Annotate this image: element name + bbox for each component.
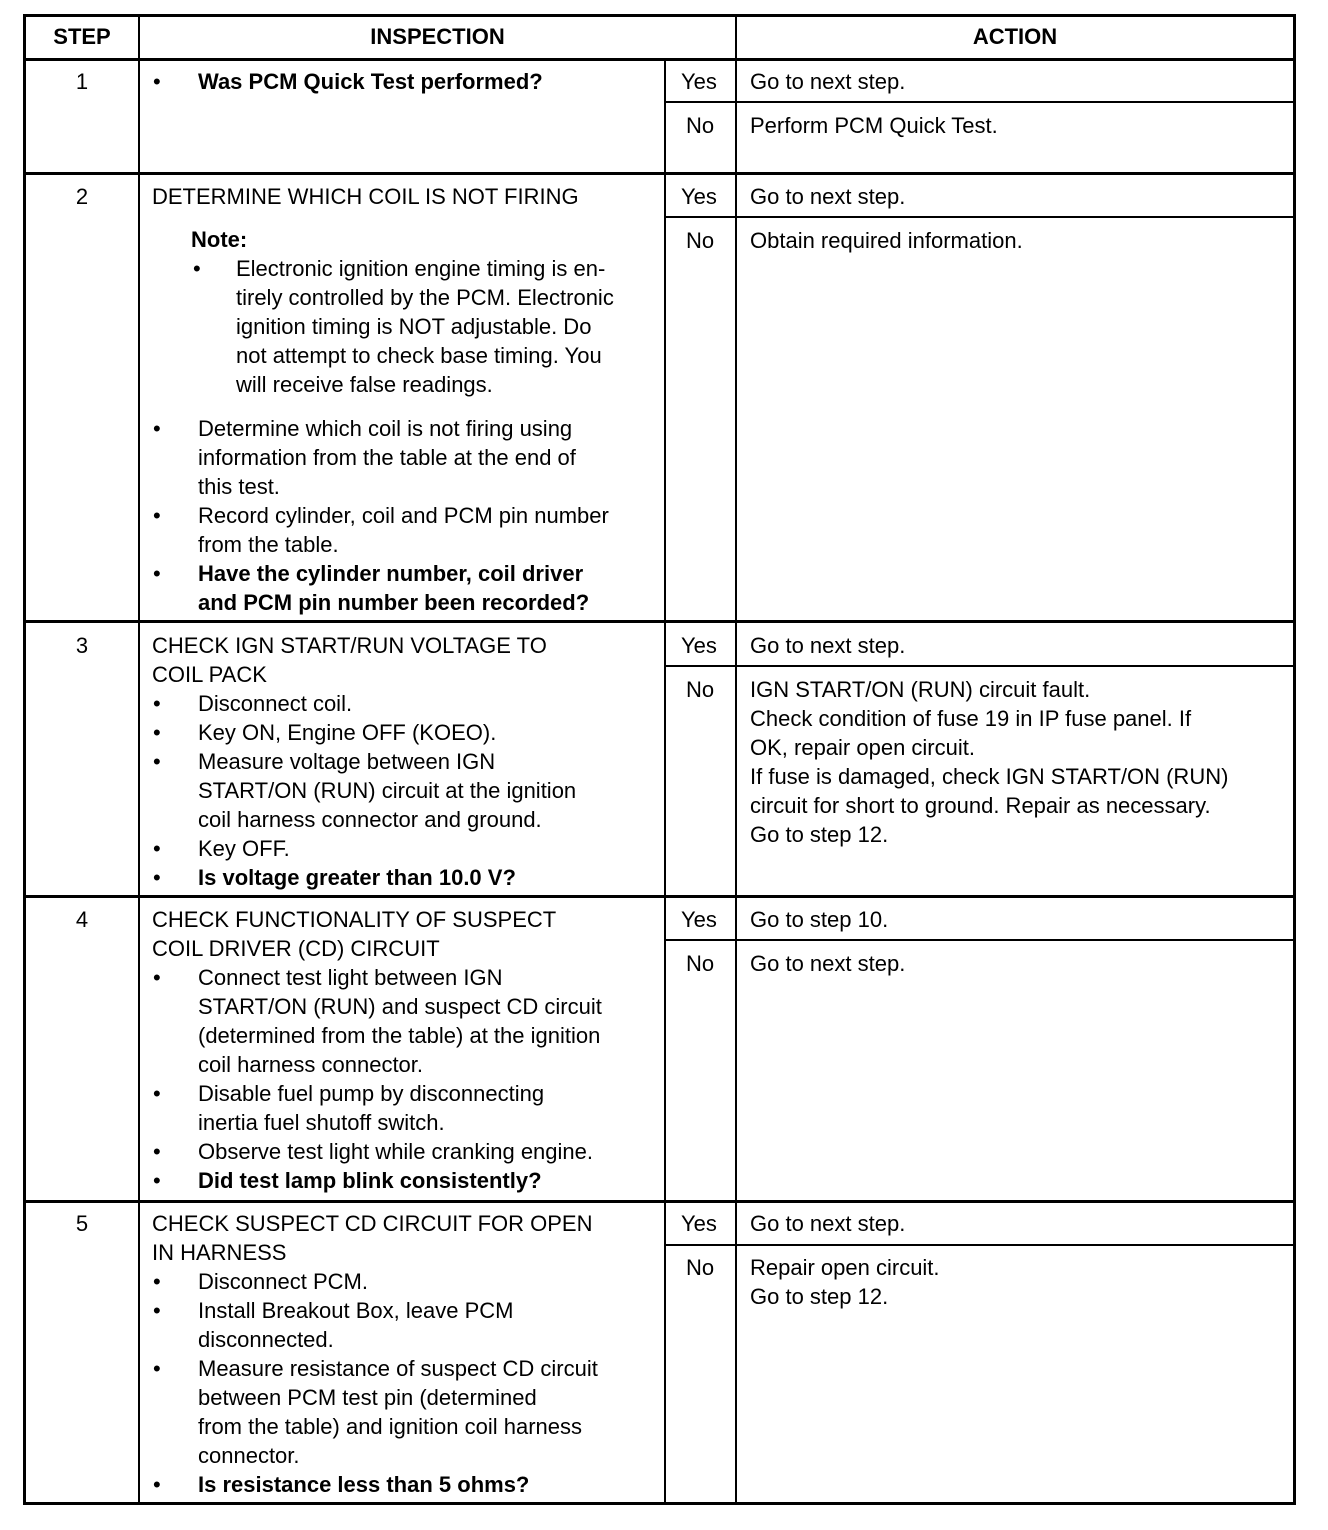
yes-label: Yes [681, 1211, 717, 1236]
inspection-line: connector. [198, 1443, 300, 1468]
no-label: No [686, 1255, 715, 1280]
step-number: 1 [75, 69, 89, 94]
yesno-divider-5 [664, 1244, 1296, 1246]
yes-action: Go to next step. [750, 184, 906, 209]
inspection-line: from the table. [198, 532, 339, 557]
no-label: No [686, 677, 715, 702]
bullet-icon: • [153, 416, 161, 441]
inspection-line: tirely controlled by the PCM. Electronic [236, 285, 614, 310]
table-border-left [23, 14, 26, 1505]
bullet-icon: • [153, 1139, 161, 1164]
bullet-icon: • [153, 1356, 161, 1381]
inspection-heading: COIL DRIVER (CD) CIRCUIT [152, 936, 440, 961]
bullet-icon: • [153, 1298, 161, 1323]
inspection-line: START/ON (RUN) and suspect CD circuit [198, 994, 602, 1019]
diagnostic-table [23, 14, 1296, 1505]
header-step: STEP [53, 24, 111, 49]
step-number: 5 [75, 1211, 89, 1236]
no-action: circuit for short to ground. Repair as necessary. [750, 793, 1211, 818]
yes-label: Yes [681, 633, 717, 658]
inspection-line: Did test lamp blink consistently? [198, 1168, 542, 1193]
note-label: Note: [191, 227, 248, 252]
table-border-bottom [23, 1502, 1296, 1505]
row-divider-2 [23, 620, 1296, 623]
yes-label: Yes [681, 907, 717, 932]
inspection-line: Disconnect coil. [198, 691, 353, 716]
yesno-divider-4 [664, 939, 1296, 941]
table-border-top [23, 14, 1296, 17]
no-action: Go to step 12. [750, 1284, 889, 1309]
bullet-icon: • [153, 836, 161, 861]
inspection-heading: CHECK IGN START/RUN VOLTAGE TO [152, 633, 547, 658]
no-action: Repair open circuit. [750, 1255, 940, 1280]
bullet-icon: • [153, 503, 161, 528]
inspection-line: Key ON, Engine OFF (KOEO). [198, 720, 497, 745]
no-label: No [686, 113, 715, 138]
yesno-divider-1 [664, 101, 1296, 103]
bullet-icon: • [153, 1081, 161, 1106]
inspection-line: Measure voltage between IGN [198, 749, 496, 774]
inspection-line: Install Breakout Box, leave PCM [198, 1298, 514, 1323]
yes-action: Go to next step. [750, 1211, 906, 1236]
inspection-heading: IN HARNESS [152, 1240, 287, 1265]
bullet-icon: • [153, 965, 161, 990]
inspection-line: from the table) and ignition coil harness [198, 1414, 582, 1439]
inspection-line: coil harness connector and ground. [198, 807, 542, 832]
bullet-icon: • [153, 865, 161, 890]
col-divider-inspection [735, 14, 737, 1505]
inspection-line: Electronic ignition engine timing is en- [236, 256, 606, 281]
inspection-line: ignition timing is NOT adjustable. Do [236, 314, 592, 339]
inspection-line: coil harness connector. [198, 1052, 424, 1077]
inspection-line: Disconnect PCM. [198, 1269, 368, 1294]
inspection-line: Connect test light between IGN [198, 965, 503, 990]
inspection-line: Determine which coil is not firing using [198, 416, 573, 441]
inspection-heading: CHECK SUSPECT CD CIRCUIT FOR OPEN [152, 1211, 593, 1236]
step-number: 2 [75, 184, 89, 209]
no-action: IGN START/ON (RUN) circuit fault. [750, 677, 1091, 702]
no-action: Check condition of fuse 19 in IP fuse panel. If [750, 706, 1192, 731]
col-divider-step [138, 14, 140, 1505]
inspection-line: Have the cylinder number, coil driver [198, 561, 584, 586]
row-divider-3 [23, 895, 1296, 898]
step-number: 3 [75, 633, 89, 658]
inspection-line: information from the table at the end of [198, 445, 576, 470]
inspection-heading: COIL PACK [152, 662, 267, 687]
yes-action: Go to next step. [750, 69, 906, 94]
yes-label: Yes [681, 184, 717, 209]
bullet-icon: • [153, 749, 161, 774]
yes-label: Yes [681, 69, 717, 94]
bullet-icon: • [153, 1168, 161, 1193]
inspection-line: inertia fuel shutoff switch. [198, 1110, 445, 1135]
no-action: Go to step 12. [750, 822, 889, 847]
inspection-line: disconnected. [198, 1327, 334, 1352]
bullet-icon: • [153, 1269, 161, 1294]
no-action: Perform PCM Quick Test. [750, 113, 998, 138]
no-action: Obtain required information. [750, 228, 1023, 253]
bullet-icon: • [153, 69, 161, 94]
col-divider-yesno [664, 60, 666, 1505]
yes-action: Go to step 10. [750, 907, 889, 932]
inspection-line: Observe test light while cranking engine. [198, 1139, 593, 1164]
inspection-heading: DETERMINE WHICH COIL IS NOT FIRING [152, 184, 579, 209]
inspection-line: Is voltage greater than 10.0 V? [198, 865, 516, 890]
header-inspection: INSPECTION [370, 24, 505, 49]
inspection-line: Was PCM Quick Test performed? [198, 69, 543, 94]
yesno-divider-2 [664, 216, 1296, 218]
inspection-line: this test. [198, 474, 280, 499]
row-divider-4 [23, 1200, 1296, 1203]
inspection-line: between PCM test pin (determined [198, 1385, 537, 1410]
no-label: No [686, 951, 715, 976]
no-action: Go to next step. [750, 951, 906, 976]
bullet-icon: • [153, 1472, 161, 1497]
inspection-line: and PCM pin number been recorded? [198, 590, 590, 615]
bullet-icon: • [153, 720, 161, 745]
yes-action: Go to next step. [750, 633, 906, 658]
inspection-line: Measure resistance of suspect CD circuit [198, 1356, 598, 1381]
inspection-line: Disable fuel pump by disconnecting [198, 1081, 545, 1106]
inspection-line: Is resistance less than 5 ohms? [198, 1472, 530, 1497]
inspection-line: Key OFF. [198, 836, 290, 861]
header-action: ACTION [972, 24, 1058, 49]
header-divider [23, 58, 1296, 61]
bullet-icon: • [193, 256, 201, 281]
bullet-icon: • [153, 691, 161, 716]
inspection-line: not attempt to check base timing. You [236, 343, 602, 368]
inspection-line: (determined from the table) at the ignition [198, 1023, 601, 1048]
inspection-line: START/ON (RUN) circuit at the ignition [198, 778, 577, 803]
table-border-right [1293, 14, 1296, 1505]
no-label: No [686, 228, 715, 253]
inspection-line: Record cylinder, coil and PCM pin number [198, 503, 609, 528]
inspection-line: will receive false readings. [236, 372, 493, 397]
step-number: 4 [75, 907, 89, 932]
no-action: OK, repair open circuit. [750, 735, 975, 760]
no-action: If fuse is damaged, check IGN START/ON (RUN) [750, 764, 1229, 789]
row-divider-1 [23, 172, 1296, 175]
yesno-divider-3 [664, 665, 1296, 667]
bullet-icon: • [153, 561, 161, 586]
inspection-heading: CHECK FUNCTIONALITY OF SUSPECT [152, 907, 557, 932]
